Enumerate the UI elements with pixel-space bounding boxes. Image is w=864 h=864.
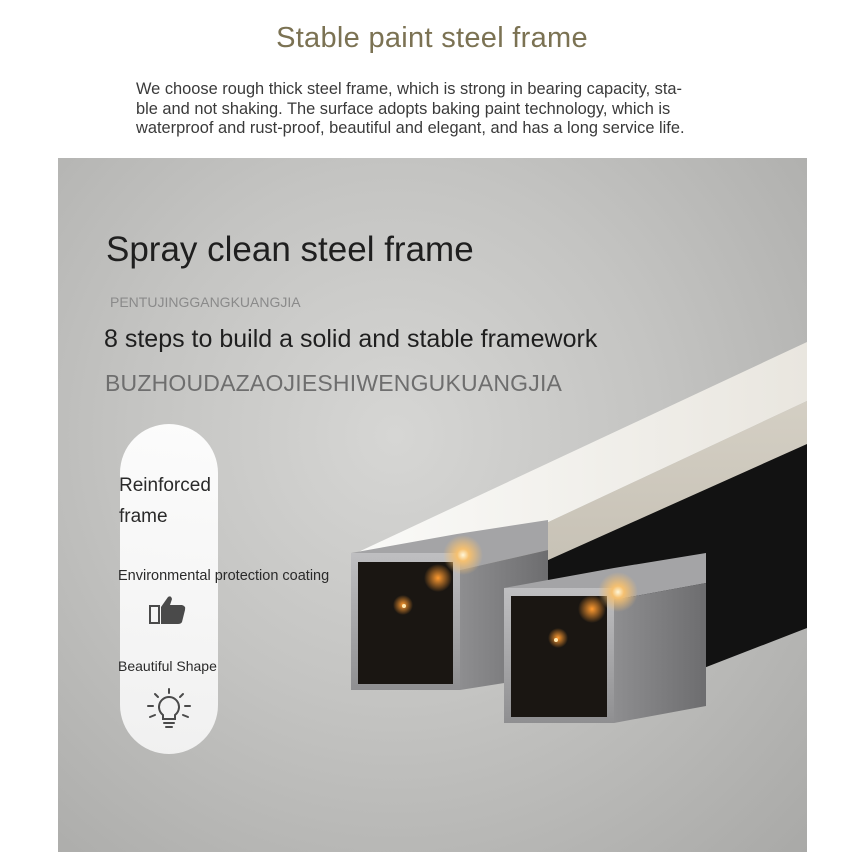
intro-line-3: waterproof and rust-proof, beautiful and elegant, and has a long service life. [136,119,685,138]
panel-heading-pinyin: PENTUJINGGANGKUANGJIA [110,294,301,310]
feature-label-environmental-coating: Environmental protection coating [118,568,330,584]
intro-line-2: ble and not shaking. The surface adopts baking paint technology, which is [136,99,671,118]
lightbulb-icon [143,688,195,730]
feature-label-beautiful-shape: Beautiful Shape [118,658,217,674]
intro-line-1: We choose rough thick steel frame, which is strong in bearing capacity, sta- [136,80,683,98]
panel-subheading: 8 steps to build a solid and stable framework [104,325,598,353]
page-title: Stable paint steel frame [276,22,588,54]
feature-label-reinforced-frame: Reinforced frame [119,475,211,527]
product-image-panel [58,158,807,852]
panel-subheading-pinyin: BUZHOUDAZAOJIESHIWENGUKUANGJIA [105,370,563,396]
intro-text [136,80,746,139]
thumbs-up-icon [149,594,189,626]
panel-heading: Spray clean steel frame [106,230,474,269]
